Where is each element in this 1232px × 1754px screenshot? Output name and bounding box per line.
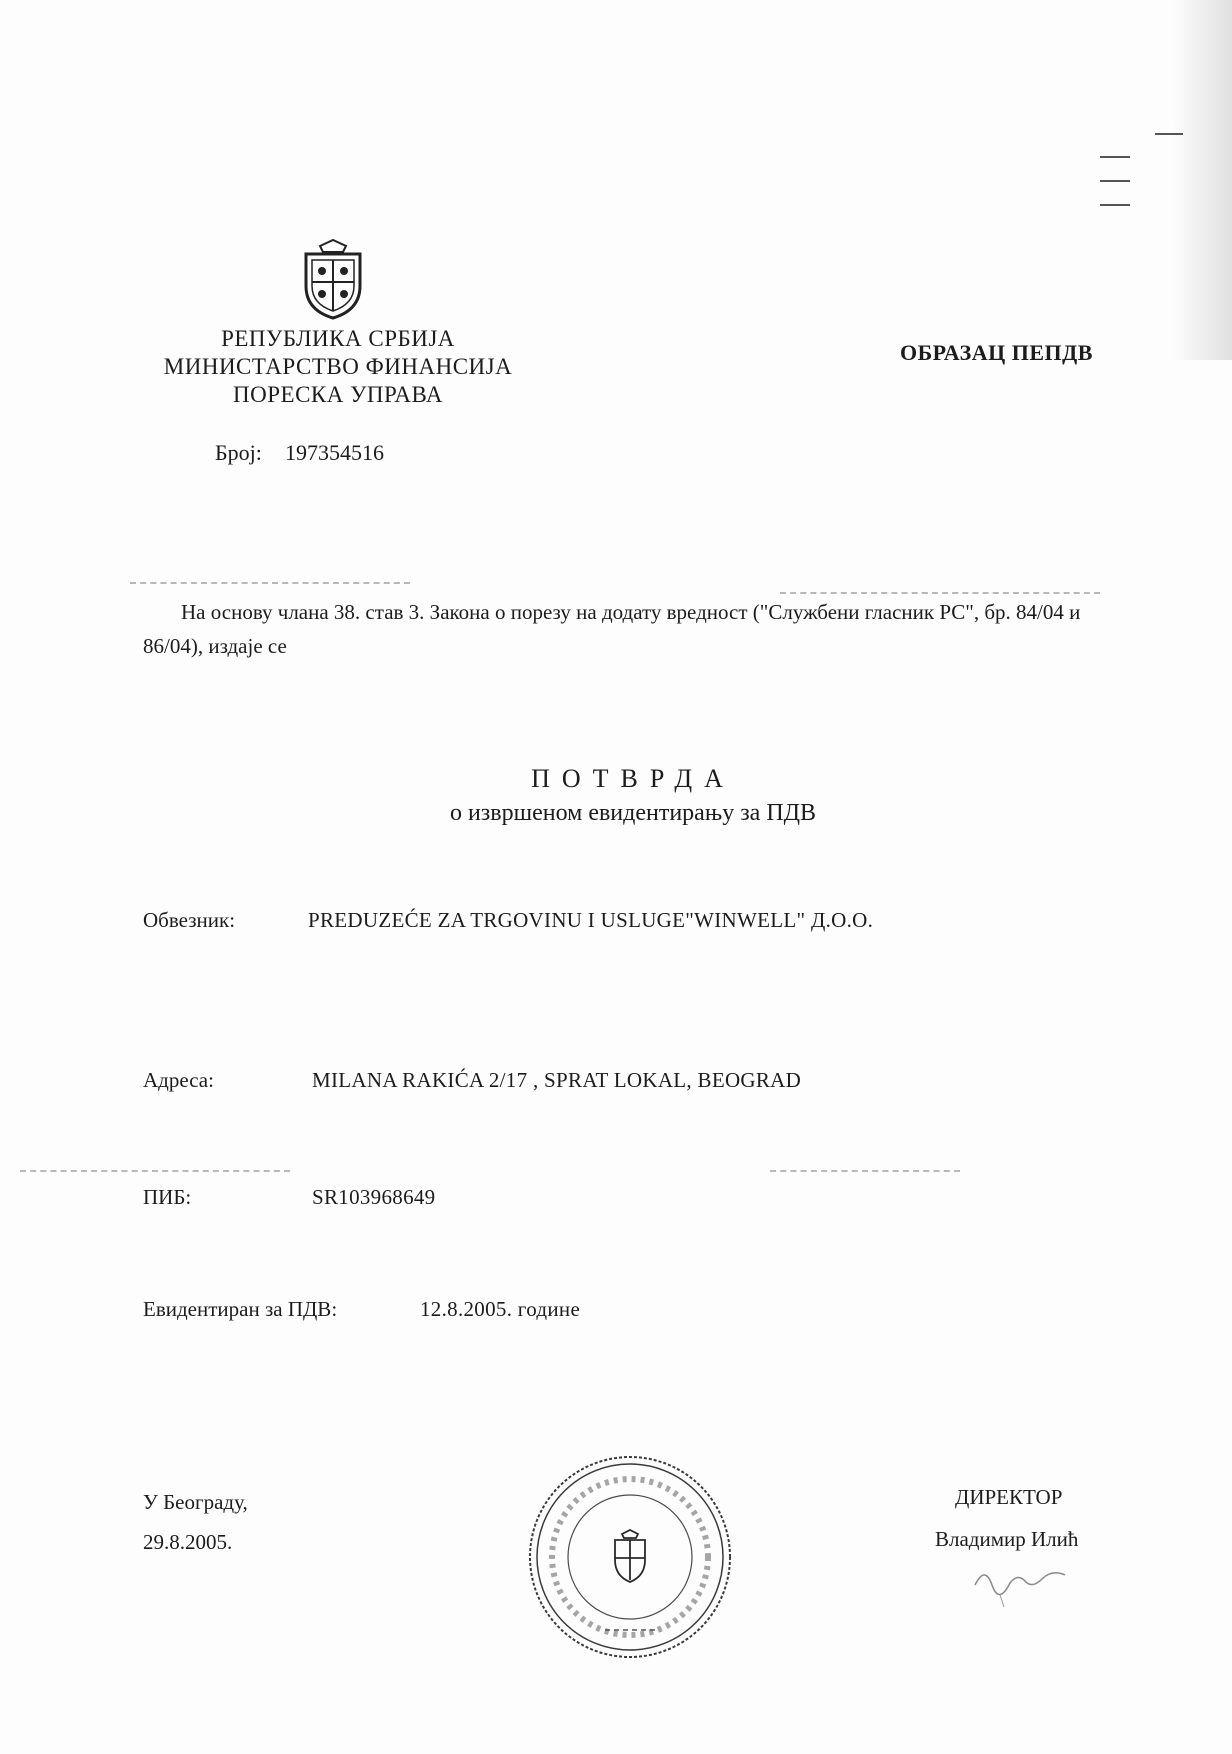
certificate-subtitle: о извршеном евидентирању за ПДВ xyxy=(449,800,817,826)
registered-value: 12.8.2005. године xyxy=(420,1297,581,1321)
scan-line xyxy=(130,582,410,585)
header-ministry: МИНИСТАРСТВО ФИНАНСИЈА xyxy=(163,354,513,379)
scan-line xyxy=(770,1170,960,1173)
registered-label: Евидентиран за ПДВ: xyxy=(143,1297,338,1321)
scan-mark xyxy=(1100,204,1130,206)
taxpayer-value: PREDUZEĆE ZA TRGOVINU I USLUGE"WINWELL" Д.О.О. xyxy=(308,908,874,932)
pib-value: SR103968649 xyxy=(312,1185,436,1209)
address-label: Адреса: xyxy=(143,1068,214,1092)
intro-paragraph: На основу члана 38. став 3. Закона о порезу на додату вредност ("Службени гласник РС", бр. 84/04 и 86/04), издаје се xyxy=(143,600,1081,658)
header-republic: РЕПУБЛИКА СРБИЈА xyxy=(221,326,455,351)
coat-of-arms-icon xyxy=(302,238,364,320)
date: 29.8.2005. xyxy=(143,1530,233,1554)
official-seal-icon xyxy=(525,1452,735,1662)
director-signature xyxy=(970,1555,1080,1615)
scan-mark xyxy=(1100,180,1130,182)
taxpayer-label: Обвезник: xyxy=(143,908,236,932)
pib-label: ПИБ: xyxy=(143,1185,192,1209)
address-value: MILANA RAKIĆA 2/17 , SPRAT LOKAL, BEOGRAD xyxy=(312,1068,802,1092)
scan-mark xyxy=(1100,156,1130,158)
certificate-title: ПОТВРДА xyxy=(531,764,735,793)
number-value: 197354516 xyxy=(285,440,384,465)
number-label: Број: xyxy=(215,440,262,465)
form-title: ОБРАЗАЦ ПЕПДВ xyxy=(900,340,1093,365)
scan-line xyxy=(20,1170,290,1173)
header-tax-administration: ПОРЕСКА УПРАВА xyxy=(233,382,443,407)
director-title: ДИРЕКТОР xyxy=(955,1485,1063,1509)
scan-mark xyxy=(1155,133,1183,135)
place: У Београду, xyxy=(143,1490,248,1514)
director-name: Владимир Илић xyxy=(935,1527,1079,1551)
scan-edge-shadow xyxy=(1172,0,1232,360)
